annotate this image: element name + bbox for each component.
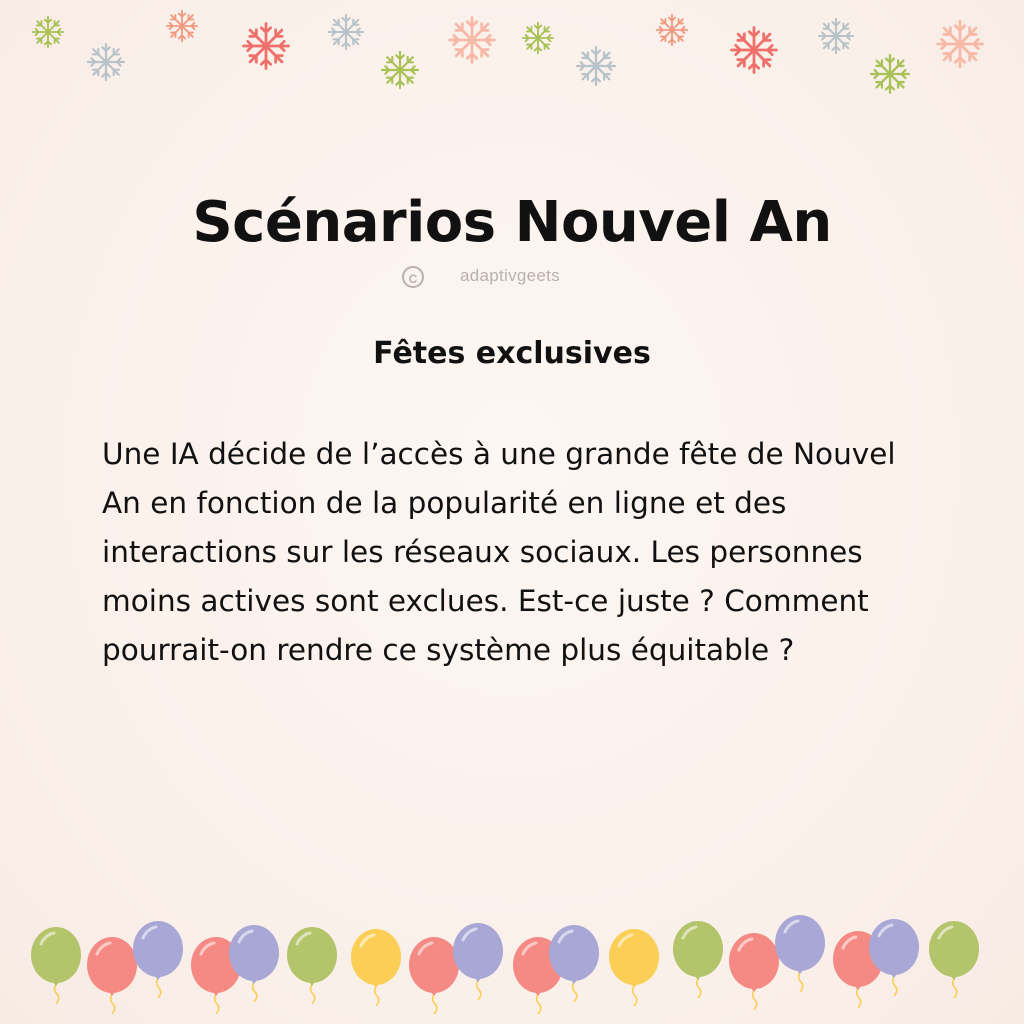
copyright-icon: C [402, 266, 424, 288]
balloon-icon [285, 926, 339, 1004]
scenario-subtitle: Fêtes exclusives [373, 336, 651, 371]
snowflake-icon [86, 42, 126, 82]
snowflake-icon [521, 21, 555, 55]
credit-handle: adaptivgeets [460, 266, 561, 285]
snowflake-icon [869, 53, 911, 95]
balloon-icon [131, 920, 185, 998]
credit-line [0, 264, 1024, 294]
balloon-icon [671, 920, 725, 998]
balloon-icon [867, 918, 921, 996]
balloon-icon [927, 920, 981, 998]
balloon-icon [349, 928, 403, 1006]
page-title: Scénarios Nouvel An [192, 190, 832, 255]
balloon-icon [607, 928, 661, 1006]
snowflake-icon [380, 50, 420, 90]
snowflake-icon [241, 21, 291, 71]
snowflake-icon [447, 15, 497, 65]
balloon-icon [773, 914, 827, 992]
snowflake-icon [817, 17, 855, 55]
snowflake-icon [31, 15, 65, 49]
balloon-icon [451, 922, 505, 1000]
snowflake-icon [327, 13, 365, 51]
snowflake-icon [729, 25, 779, 75]
snowflake-icon [655, 13, 689, 47]
balloon-icon [29, 926, 83, 1004]
snowflake-icon [165, 9, 199, 43]
balloon-icon [227, 924, 281, 1002]
scenario-text: Une IA décide de l’accès à une grande fête de Nouvel An en fonction de la popularité en ligne et des interactions sur les réseaux sociaux. Les personnes moins actives sont exclues. Est-ce juste ? Comment pourrait-on rendre ce système plus équitable ? [102, 437, 896, 667]
snowflake-icon [575, 45, 617, 87]
balloon-icon [547, 924, 601, 1002]
snowflake-icon [935, 19, 985, 69]
